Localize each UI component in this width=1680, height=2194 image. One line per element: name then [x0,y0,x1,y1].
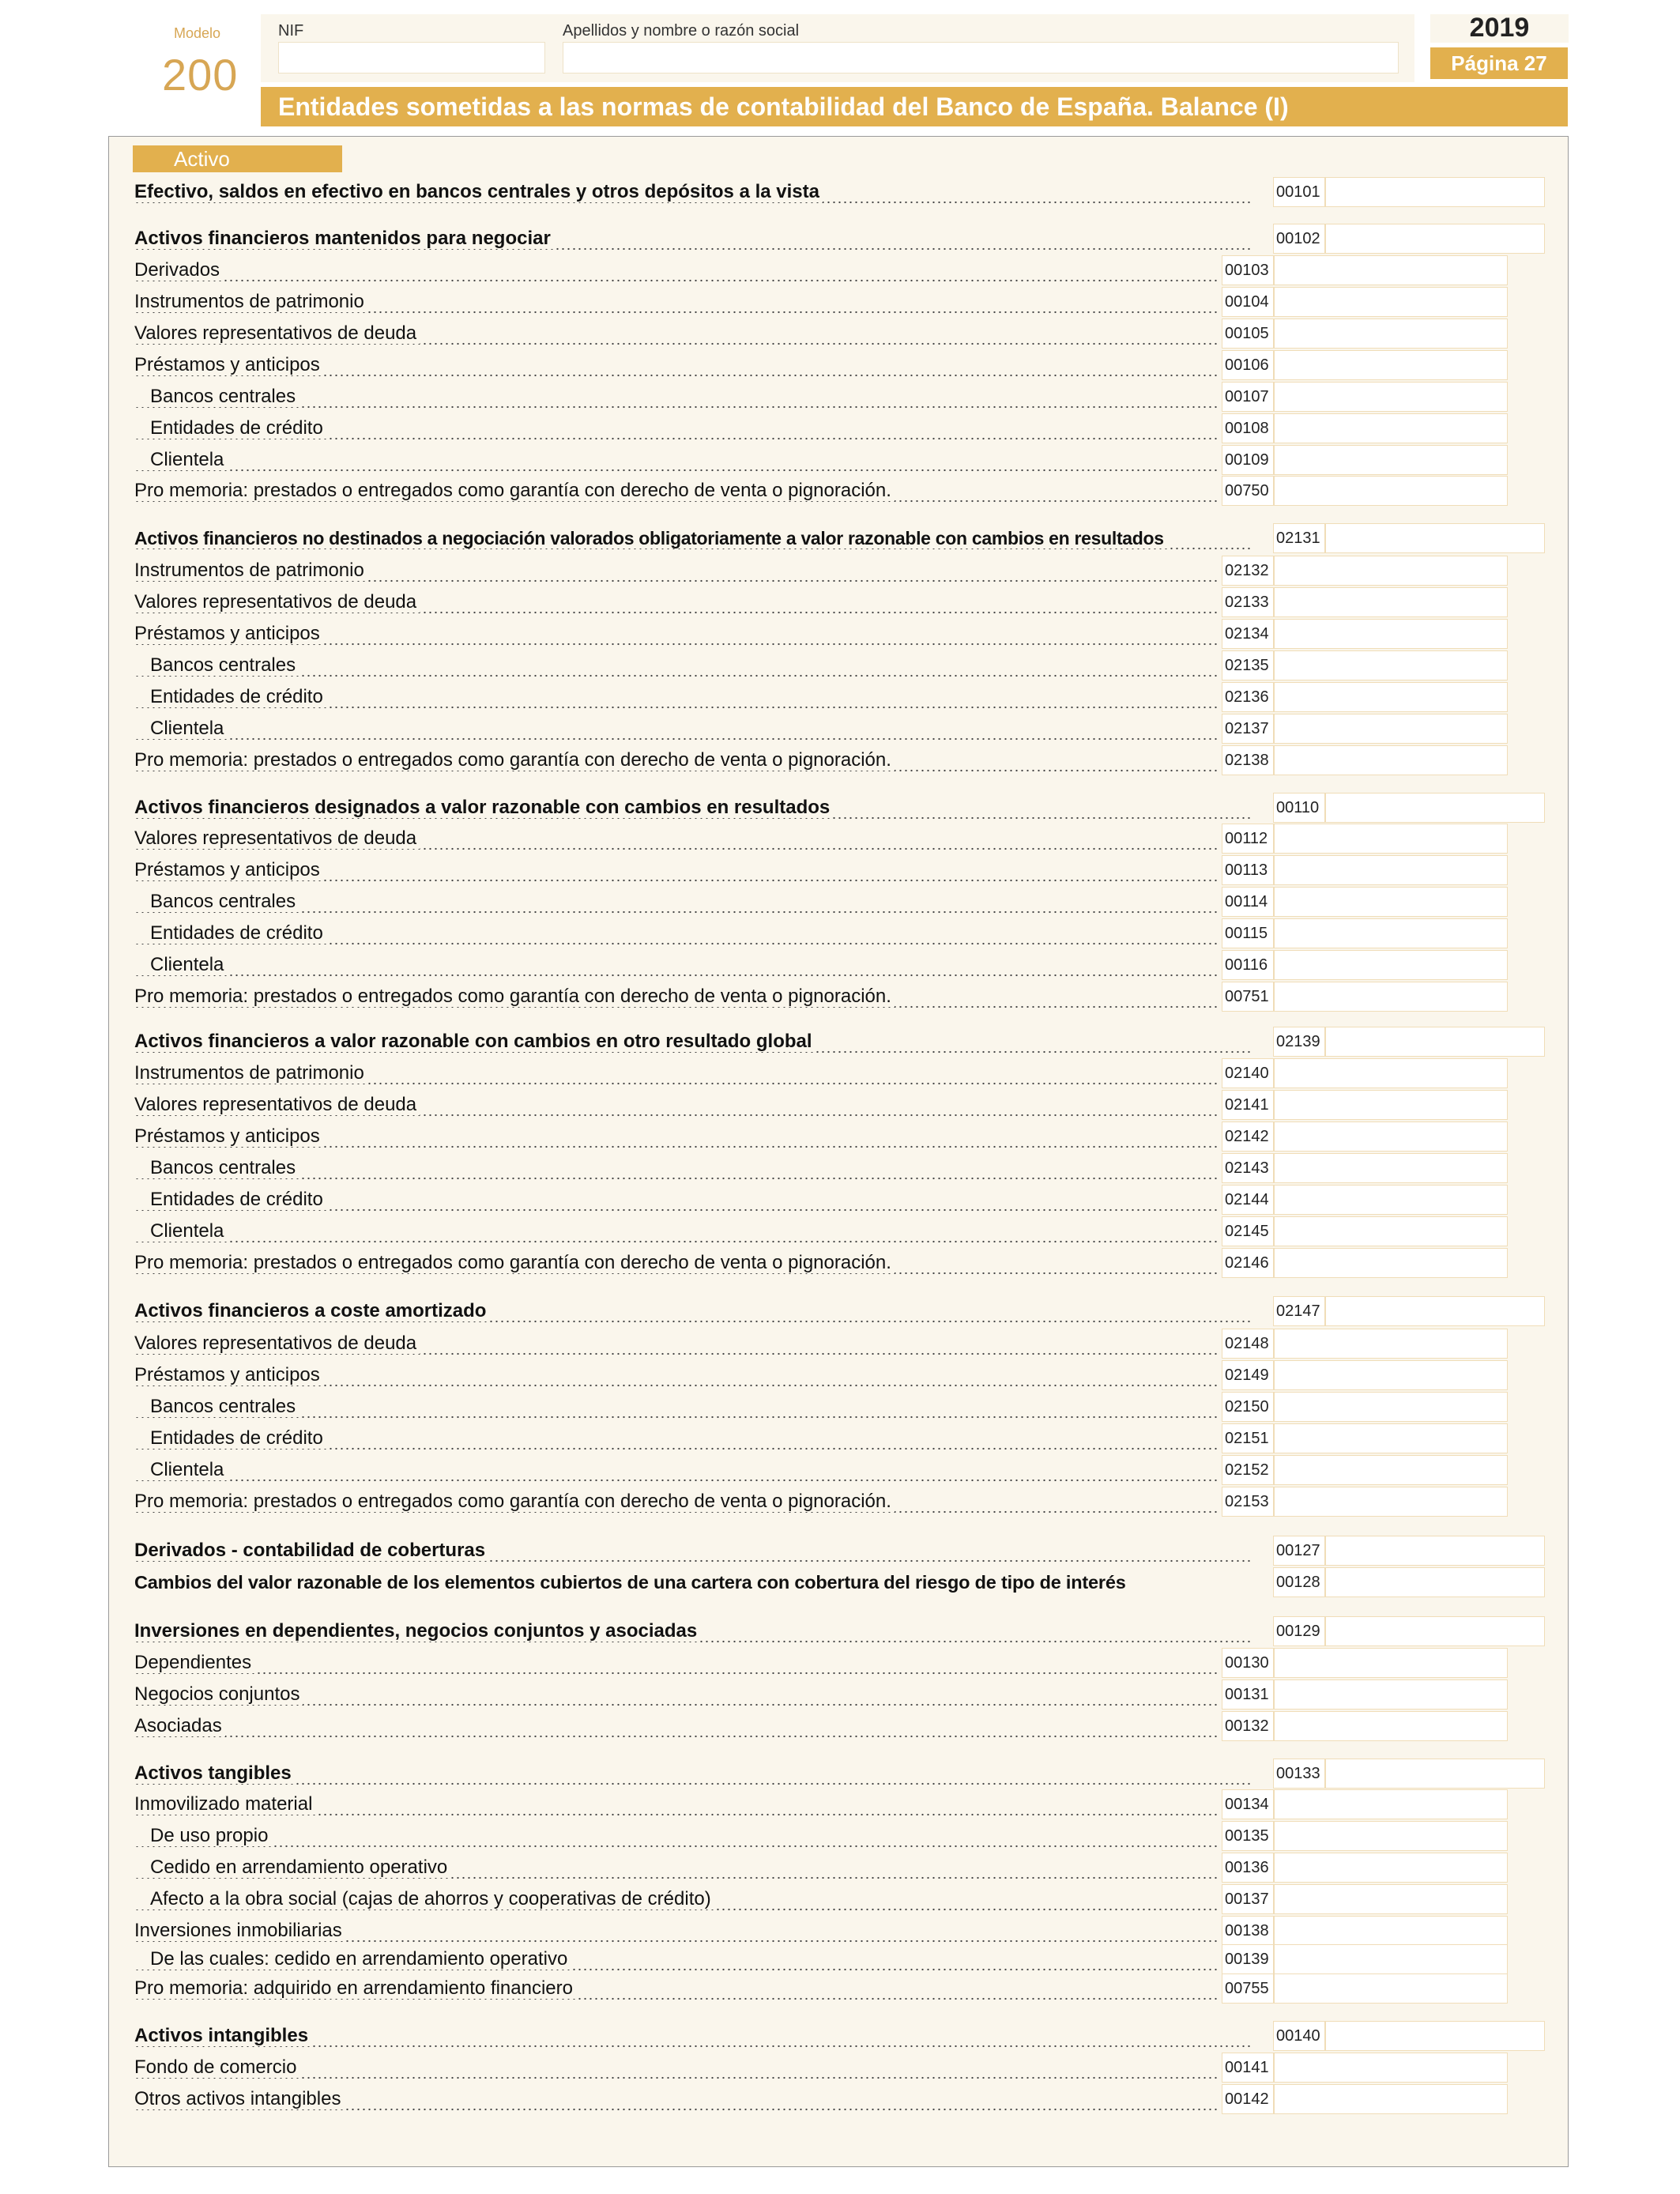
row-label: Bancos centrales [134,1153,1219,1183]
row-code: 00112 [1222,824,1274,854]
row-code: 00106 [1222,350,1274,380]
row-code: 00127 [1273,1536,1325,1566]
row-code: 00134 [1222,1789,1274,1819]
row-code: 02133 [1222,587,1274,617]
row-code: 00142 [1222,2084,1274,2114]
row-label: Derivados [134,255,1219,285]
amount-field[interactable] [1274,382,1508,412]
apellidos-label: Apellidos y nombre o razón social [563,22,800,40]
row-label: Activos financieros a valor razonable con cambios en otro resultado global [134,1027,1253,1057]
row-code: 02139 [1273,1027,1325,1057]
amount-field[interactable] [1325,1616,1545,1646]
row-label: Pro memoria: prestados o entregados como garantía con derecho de venta o pignoración. [134,745,1219,775]
amount-field[interactable] [1274,1487,1508,1517]
row-code: 02146 [1222,1248,1274,1278]
row-code: 02135 [1222,650,1274,680]
amount-field[interactable] [1274,650,1508,680]
row-label: Entidades de crédito [134,918,1219,948]
row-code: 02142 [1222,1122,1274,1152]
row-code: 02147 [1273,1296,1325,1326]
amount-field[interactable] [1274,587,1508,617]
amount-field[interactable] [1274,1973,1508,2004]
row-label: Instrumentos de patrimonio [134,287,1219,317]
row-label: Valores representativos de deuda [134,319,1219,349]
row-code: 02140 [1222,1058,1274,1088]
amount-field[interactable] [1274,319,1508,349]
nif-field[interactable] [278,42,545,74]
row-label: Entidades de crédito [134,682,1219,712]
row-code: 02151 [1222,1423,1274,1453]
row-label: Clientela [134,714,1219,744]
amount-field[interactable] [1274,682,1508,712]
apellidos-field[interactable] [563,42,1399,74]
row-label: Préstamos y anticipos [134,619,1219,649]
amount-field[interactable] [1274,1679,1508,1710]
amount-field[interactable] [1274,476,1508,506]
amount-field[interactable] [1274,350,1508,380]
row-label: Pro memoria: adquirido en arrendamiento financiero [134,1973,1219,2004]
row-code: 02153 [1222,1487,1274,1517]
amount-field[interactable] [1274,1789,1508,1819]
row-code: 00103 [1222,255,1274,285]
amount-field[interactable] [1274,1153,1508,1183]
amount-field[interactable] [1325,1296,1545,1326]
row-label: Activos intangibles [134,2021,1253,2051]
row-code: 00751 [1222,982,1274,1012]
row-code: 00108 [1222,413,1274,443]
row-code: 00129 [1273,1616,1325,1646]
row-label: Activos financieros designados a valor razonable con cambios en resultados [134,793,1253,823]
row-label: Clientela [134,950,1219,980]
amount-field[interactable] [1274,855,1508,885]
row-code: 02134 [1222,619,1274,649]
row-code: 00115 [1222,918,1274,948]
row-label: Cedido en arrendamiento operativo [134,1853,1219,1883]
amount-field[interactable] [1274,1916,1508,1946]
row-code: 00136 [1222,1853,1274,1883]
row-label: Valores representativos de deuda [134,824,1219,854]
row-label: Entidades de crédito [134,1185,1219,1215]
row-label: Cambios del valor razonable de los elementos cubiertos de una cartera con cobertura del riesgo de tipo de interés [134,1567,1253,1597]
row-code: 00138 [1222,1916,1274,1946]
row-code: 00139 [1222,1944,1274,1974]
row-label: Activos financieros mantenidos para negociar [134,224,1253,254]
row-label: Préstamos y anticipos [134,350,1219,380]
row-code: 00128 [1273,1567,1325,1597]
row-code: 02152 [1222,1455,1274,1485]
row-code: 02144 [1222,1185,1274,1215]
modelo-label: Modelo [174,25,221,41]
amount-field[interactable] [1274,1185,1508,1215]
row-label: Clientela [134,1216,1219,1246]
amount-field[interactable] [1274,1329,1508,1359]
amount-field[interactable] [1325,177,1545,207]
amount-field[interactable] [1325,1567,1545,1597]
row-code: 00110 [1273,793,1325,823]
page-badge: Página 27 [1430,47,1568,79]
row-code: 00109 [1222,445,1274,475]
row-code: 00141 [1222,2053,1274,2083]
row-label: Valores representativos de deuda [134,1090,1219,1120]
row-code: 02131 [1273,523,1325,553]
amount-field[interactable] [1274,1884,1508,1914]
row-code: 02148 [1222,1329,1274,1359]
row-label: Instrumentos de patrimonio [134,556,1219,586]
amount-field[interactable] [1325,1536,1545,1566]
row-code: 00116 [1222,950,1274,980]
row-label: Dependientes [134,1648,1219,1678]
row-code: 00132 [1222,1711,1274,1741]
row-code: 00101 [1273,177,1325,207]
amount-field[interactable] [1274,1392,1508,1422]
amount-field[interactable] [1274,1248,1508,1278]
row-code: 02136 [1222,682,1274,712]
amount-field[interactable] [1274,982,1508,1012]
amount-field[interactable] [1274,918,1508,948]
year-label: 2019 [1469,13,1530,43]
amount-field[interactable] [1274,1853,1508,1883]
amount-field[interactable] [1325,2021,1545,2051]
row-code: 00113 [1222,855,1274,885]
row-label: Valores representativos de deuda [134,1329,1219,1359]
nif-label: NIF [278,22,304,40]
row-label: Derivados - contabilidad de coberturas [134,1536,1253,1566]
row-label: Fondo de comercio [134,2053,1219,2083]
amount-field[interactable] [1274,824,1508,854]
amount-field[interactable] [1274,1648,1508,1678]
row-code: 02149 [1222,1360,1274,1390]
row-label: De las cuales: cedido en arrendamiento operativo [134,1944,1219,1974]
amount-field[interactable] [1274,2084,1508,2114]
row-code: 02143 [1222,1153,1274,1183]
amount-field[interactable] [1274,1423,1508,1453]
amount-field[interactable] [1274,1711,1508,1741]
row-code: 00133 [1273,1759,1325,1789]
amount-field[interactable] [1274,556,1508,586]
row-label: Clientela [134,445,1219,475]
row-label: Efectivo, saldos en efectivo en bancos centrales y otros depósitos a la vista [134,177,1253,207]
amount-field[interactable] [1274,714,1508,744]
row-code: 02132 [1222,556,1274,586]
amount-field[interactable] [1274,255,1508,285]
row-label: Activos financieros no destinados a negociación valorados obligatoriamente a valor razonable con cambios en resultados [134,523,1253,553]
row-code: 02150 [1222,1392,1274,1422]
amount-field[interactable] [1325,523,1545,553]
row-code: 00135 [1222,1821,1274,1851]
row-label: Bancos centrales [134,887,1219,917]
row-code: 02137 [1222,714,1274,744]
amount-field[interactable] [1274,745,1508,775]
row-code: 02145 [1222,1216,1274,1246]
row-label: Pro memoria: prestados o entregados como garantía con derecho de venta o pignoración. [134,476,1219,506]
amount-field[interactable] [1274,2053,1508,2083]
row-label: Préstamos y anticipos [134,1122,1219,1152]
amount-field[interactable] [1274,1090,1508,1120]
amount-field[interactable] [1274,445,1508,475]
row-label: Pro memoria: prestados o entregados como garantía con derecho de venta o pignoración. [134,1248,1219,1278]
row-label: Bancos centrales [134,1392,1219,1422]
amount-field[interactable] [1274,1821,1508,1851]
modelo-number: 200 [162,50,239,100]
row-label: Pro memoria: prestados o entregados como garantía con derecho de venta o pignoración. [134,982,1219,1012]
row-label: Inmovilizado material [134,1789,1219,1819]
amount-field[interactable] [1274,1122,1508,1152]
row-code: 00104 [1222,287,1274,317]
row-label: Inversiones en dependientes, negocios conjuntos y asociadas [134,1616,1253,1646]
row-code: 00140 [1273,2021,1325,2051]
row-label: Activos tangibles [134,1759,1253,1789]
amount-field[interactable] [1274,1216,1508,1246]
amount-field[interactable] [1274,887,1508,917]
row-code: 00130 [1222,1648,1274,1678]
row-code: 00107 [1222,382,1274,412]
row-label: Activos financieros a coste amortizado [134,1296,1253,1326]
row-label: Instrumentos de patrimonio [134,1058,1219,1088]
row-label: Bancos centrales [134,382,1219,412]
row-label: Asociadas [134,1711,1219,1741]
amount-field[interactable] [1325,793,1545,823]
row-label: Negocios conjuntos [134,1679,1219,1710]
row-code: 00755 [1222,1973,1274,2004]
row-code: 00750 [1222,476,1274,506]
amount-field[interactable] [1274,1944,1508,1974]
row-code: 00105 [1222,319,1274,349]
amount-field[interactable] [1274,1455,1508,1485]
row-label: Entidades de crédito [134,1423,1219,1453]
row-label: Pro memoria: prestados o entregados como garantía con derecho de venta o pignoración. [134,1487,1219,1517]
section-tab-activo: Activo [133,145,342,172]
row-code: 00131 [1222,1679,1274,1710]
amount-field[interactable] [1325,224,1545,254]
row-label: Clientela [134,1455,1219,1485]
row-label: Entidades de crédito [134,413,1219,443]
row-label: Préstamos y anticipos [134,1360,1219,1390]
amount-field[interactable] [1325,1759,1545,1789]
row-label: Afecto a la obra social (cajas de ahorros y cooperativas de crédito) [134,1884,1219,1914]
amount-field[interactable] [1325,1027,1545,1057]
row-code: 02141 [1222,1090,1274,1120]
row-code: 00102 [1273,224,1325,254]
row-label: Préstamos y anticipos [134,855,1219,885]
amount-field[interactable] [1274,287,1508,317]
page-title: Entidades sometidas a las normas de contabilidad del Banco de España. Balance (I) [261,87,1568,126]
row-label: Inversiones inmobiliarias [134,1916,1219,1946]
row-label: Otros activos intangibles [134,2084,1219,2114]
amount-field[interactable] [1274,1360,1508,1390]
row-code: 00114 [1222,887,1274,917]
row-code: 02138 [1222,745,1274,775]
amount-field[interactable] [1274,950,1508,980]
row-label: Bancos centrales [134,650,1219,680]
row-code: 00137 [1222,1884,1274,1914]
row-label: Valores representativos de deuda [134,587,1219,617]
row-label: De uso propio [134,1821,1219,1851]
amount-field[interactable] [1274,619,1508,649]
amount-field[interactable] [1274,413,1508,443]
amount-field[interactable] [1274,1058,1508,1088]
